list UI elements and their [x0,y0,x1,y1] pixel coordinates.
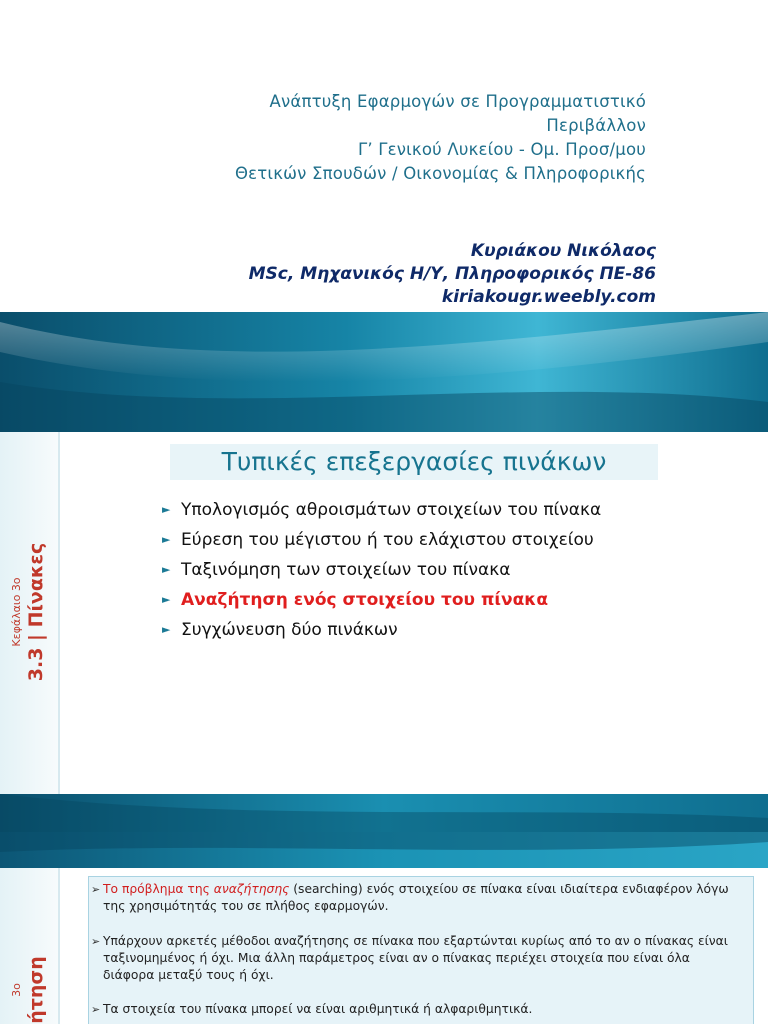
bullet-arrow-icon: ► [162,593,171,606]
content-slide [0,432,768,832]
text-box [88,876,754,1024]
bullet-arrow-icon: ➢ [91,1003,101,1016]
bullet-text: Υπολογισμός αθροισμάτων στοιχείων του πίνακα [181,500,602,520]
bullet-text: Συγχώνευση δύο πινάκων [181,620,398,640]
author-name: Κυριάκου Νικόλαος [470,241,656,261]
bullet-item [160,498,630,522]
bullet-text: Ταξινόμηση των στοιχείων του πίνακα [181,560,511,580]
title-slide [0,0,768,432]
bullet-arrow-icon: ➢ [91,935,101,948]
section-label: ήτηση [25,956,47,1024]
paragraph-keyword: αναζήτησης [213,882,290,896]
bullet-arrow-icon: ► [162,503,171,516]
chapter-label: Κεφάλαιο 3ο [10,577,23,647]
paragraph [91,933,743,984]
section-label: 3.3 | Πίνακες [25,542,47,682]
chapter-sidebar [0,868,60,1024]
course-title-line: Θετικών Σπουδών / Οικονομίας & Πληροφορικής [234,164,646,183]
course-title-line: Ανάπτυξη Εφαρμογών σε Προγραμματιστικό [269,92,646,111]
decorative-wave-band [0,794,768,832]
decorative-wave-band [0,312,768,432]
course-title-line: Περιβάλλον [546,116,646,135]
bullet-list [160,498,630,648]
sidebar-label [10,543,48,681]
course-title [235,90,646,186]
bullet-item [160,528,630,552]
chapter-label: 3ο [10,983,23,997]
author-block [249,240,656,309]
paragraph-text: Τα στοιχεία του πίνακα μπορεί να είναι αριθμητικά ή αλφαριθμητικά. [103,1002,533,1016]
content-slide [0,832,768,1024]
paragraph-text: (searching) ενός στοιχείου σε πίνακα είναι ιδιαίτερα ενδιαφέρον λόγω της χρησιμότητάς του σε πλήθος εφαρμογών. [103,882,729,913]
author-credentials: MSc, Μηχανικός Η/Υ, Πληροφορικός ΠΕ-86 [248,264,656,284]
bullet-arrow-icon: ► [162,563,171,576]
paragraph [91,1001,743,1018]
bullet-text: Αναζήτηση ενός στοιχείου του πίνακα [181,590,549,610]
bullet-text: Εύρεση του μέγιστου ή του ελάχιστου στοιχείου [181,530,594,550]
bullet-item [160,618,630,642]
bullet-item [160,558,630,582]
sidebar-label [10,956,48,1024]
paragraph-text: Υπάρχουν αρκετές μέθοδοι αναζήτησης σε πίνακα που εξαρτώνται κυρίως από το αν ο πίνακας είναι ταξινομημένος ή όχι. Μια άλλη παράμετρος είναι αν ο πίνακας περιέχει στοιχεία που είναι όλα διάφορα μεταξύ τους ή όχι. [103,934,728,982]
chapter-sidebar [0,432,60,832]
bullet-arrow-icon: ➢ [91,883,101,896]
course-title-line: Γ’ Γενικού Λυκείου - Ομ. Προσ/μου [357,140,646,159]
bullet-arrow-icon: ► [162,623,171,636]
paragraph-lead: Το πρόβλημα της [103,882,214,896]
slide-title: Τυπικές επεξεργασίες πινάκων [170,444,658,480]
bullet-arrow-icon: ► [162,533,171,546]
author-website: kiriakougr.weebly.com [441,287,656,307]
bullet-item-highlighted [160,588,630,612]
decorative-wave-band [0,832,768,868]
paragraph [91,881,743,915]
